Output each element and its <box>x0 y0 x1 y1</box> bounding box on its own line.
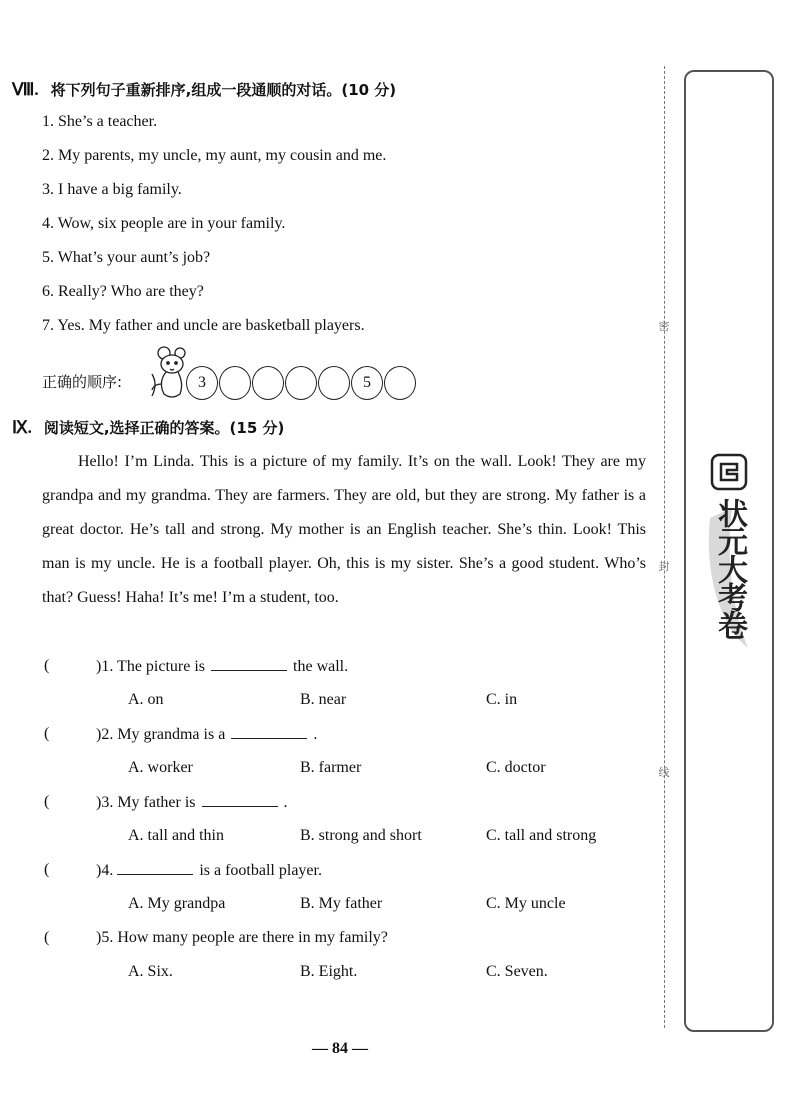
q3-option-c: C. tall and strong <box>486 827 597 844</box>
q5-option-b: B. Eight. <box>300 963 358 980</box>
q2-option-a: A. worker <box>128 759 193 776</box>
q2-option-c: C. doctor <box>486 759 546 776</box>
question-text-before: How many people are there in my family? <box>117 929 388 946</box>
answer-paren-5[interactable]: ( <box>44 929 50 946</box>
order-label: 正确的顺序: <box>42 373 123 391</box>
q4-option-a: A. My grandpa <box>128 895 226 912</box>
answer-paren-4[interactable]: ( <box>44 861 50 878</box>
order-slot-3[interactable] <box>252 366 284 400</box>
q1-option-b: B. near <box>300 691 347 708</box>
question-number: )1. <box>96 658 114 675</box>
order-slot-6[interactable]: 5 <box>351 366 383 400</box>
sentence-1: 1. She’s a teacher. <box>42 113 158 130</box>
q4-option-b: B. My father <box>300 895 383 912</box>
section8-numeral: Ⅷ. <box>12 80 39 99</box>
section9-heading <box>12 418 284 439</box>
binding-char-line: 线 <box>658 766 670 779</box>
q2-option-b: B. farmer <box>300 759 362 776</box>
order-slot-1[interactable]: 3 <box>186 366 218 400</box>
question-text-after: the wall. <box>293 658 349 675</box>
brand-emblem-icon <box>709 452 749 492</box>
binding-char-envelope: 封 <box>658 560 670 573</box>
order-slot-4[interactable] <box>285 366 317 400</box>
q5-option-a: A. Six. <box>128 963 173 980</box>
q3-option-a: A. tall and thin <box>128 827 224 844</box>
section9-numeral: Ⅸ. <box>12 418 32 437</box>
q1-option-c: C. in <box>486 691 518 708</box>
sentence-4: 4. Wow, six people are in your family. <box>42 215 286 232</box>
question-number: )4. <box>96 862 114 879</box>
question-3 <box>96 792 288 813</box>
answer-paren-2[interactable]: ( <box>44 725 50 742</box>
order-slot-5[interactable] <box>318 366 350 400</box>
question-2 <box>96 724 317 745</box>
q4-option-c: C. My uncle <box>486 895 566 912</box>
question-number: )3. <box>96 794 114 811</box>
sentence-3: 3. I have a big family. <box>42 181 182 198</box>
brand-name: 状元大考卷 <box>712 498 747 638</box>
answer-blank <box>231 724 307 739</box>
order-slot-2[interactable] <box>219 366 251 400</box>
answer-blank <box>202 792 278 807</box>
answer-paren-1[interactable]: ( <box>44 657 50 674</box>
question-text-after: is a football player. <box>199 862 322 879</box>
question-5 <box>96 928 388 948</box>
q3-option-b: B. strong and short <box>300 827 422 844</box>
sentence-2: 2. My parents, my uncle, my aunt, my cousin and me. <box>42 147 387 164</box>
question-text-after: . <box>283 794 288 811</box>
page-number: — 84 — <box>312 1040 368 1057</box>
brand-logo <box>702 452 756 658</box>
answer-blank <box>117 860 193 875</box>
section8-heading <box>12 80 396 101</box>
answer-paren-3[interactable]: ( <box>44 793 50 810</box>
reading-passage: Hello! I’m Linda. This is a picture of my family. It’s on the wall. Look! They are my grandpa and my grandma. They are farmers. They are old, but they are strong. My father is a great doctor. He’s tall and strong. My mother is an English teacher. She’s thin. Look! This man is my uncle. He is a football player. Oh, this is my sister. She’s a good student. Who’s that? Guess! Haha! It’s me! I’m a student, too. <box>42 453 646 606</box>
question-text-before: My father is <box>117 794 196 811</box>
q5-option-c: C. Seven. <box>486 963 548 980</box>
sentence-5: 5. What’s your aunt’s job? <box>42 249 211 266</box>
binding-char-seal: 密 <box>658 320 670 333</box>
question-text-before: The picture is <box>117 658 206 675</box>
q1-option-a: A. on <box>128 691 164 708</box>
binding-dashed-line <box>664 66 665 1028</box>
section8-title: 将下列句子重新排序,组成一段通顺的对话。(10 分) <box>50 81 397 99</box>
sentence-6: 6. Really? Who are they? <box>42 283 204 300</box>
question-text-after: . <box>313 726 318 743</box>
sentence-7: 7. Yes. My father and uncle are basketball players. <box>42 317 365 334</box>
order-slot-7[interactable] <box>384 366 416 400</box>
question-text-before: My grandma is a <box>117 726 226 743</box>
question-4 <box>96 860 322 881</box>
question-number: )2. <box>96 726 114 743</box>
question-1 <box>96 656 348 677</box>
question-number: )5. <box>96 929 114 946</box>
answer-blank <box>211 656 287 671</box>
section9-title: 阅读短文,选择正确的答案。(15 分) <box>43 419 285 437</box>
